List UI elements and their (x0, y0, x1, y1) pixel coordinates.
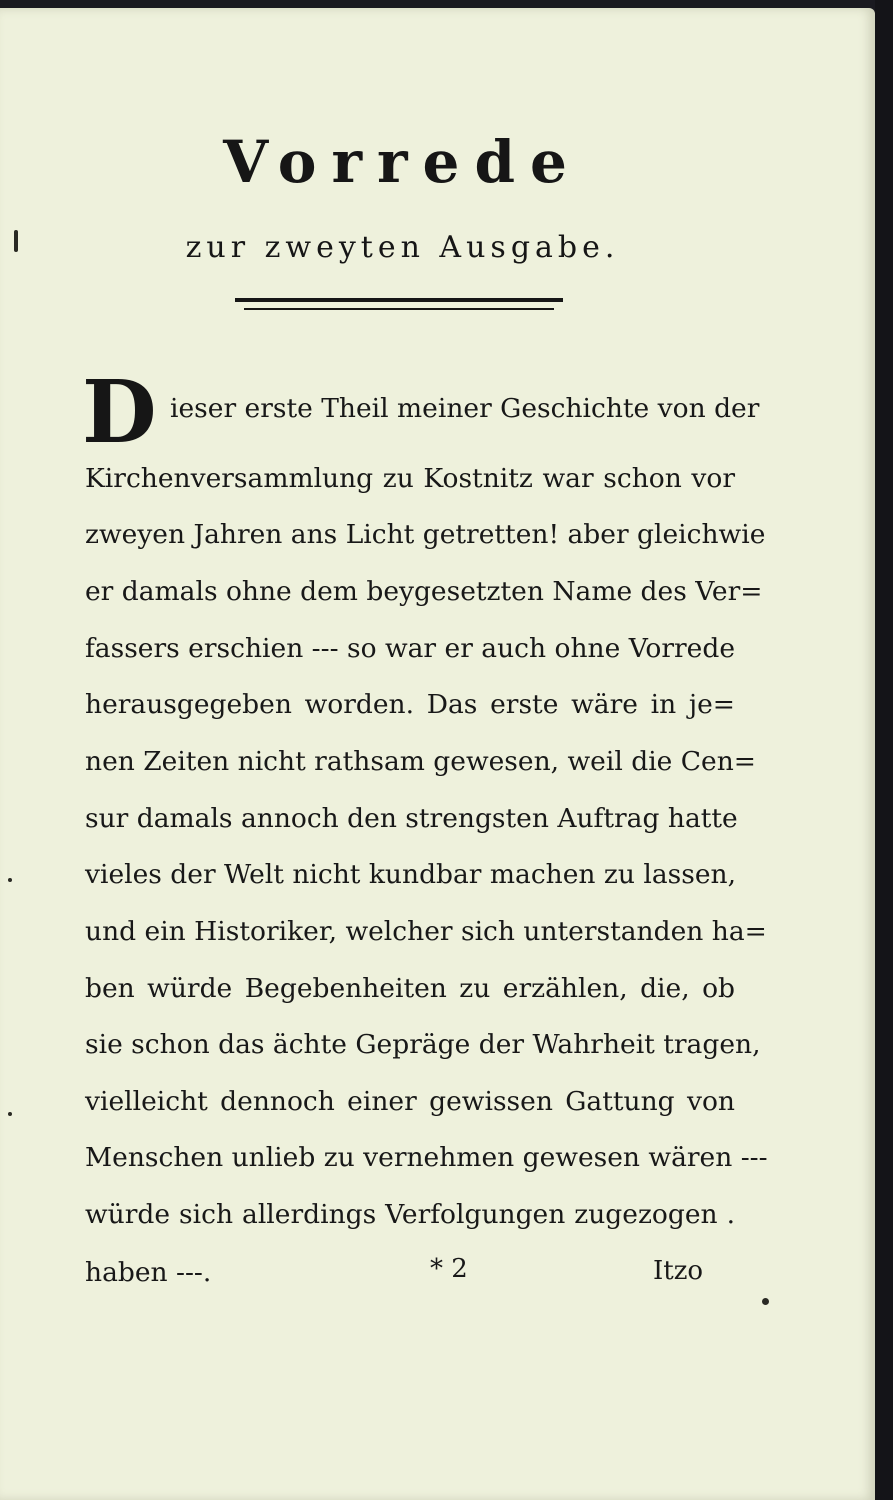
text-line: und ein Historiker, welcher sich unterstanden ha= (85, 916, 767, 947)
text-line: fassers erschien --- so war er auch ohne Vorrede (85, 633, 736, 664)
text-line: Kirchenversammlung zu Kostnitz war schon vor (85, 463, 735, 494)
page-title: Vorrede (223, 128, 582, 196)
margin-speck (14, 230, 18, 252)
text-line: haben ---. (85, 1257, 212, 1288)
text-line: ieser erste Theil meiner Geschichte von der (170, 393, 760, 424)
title-rule-thin (244, 308, 554, 310)
text-line: sur damals annoch den strengsten Auftrag hatte (85, 803, 738, 834)
text-line: ben würde Begebenheiten zu erzählen, die, ob (85, 973, 735, 1004)
margin-speck (762, 1298, 769, 1305)
text-line: herausgegeben worden. Das erste wäre in je= (85, 689, 735, 720)
signature-mark: * 2 (430, 1254, 468, 1284)
margin-speck (8, 878, 12, 882)
page-edge-shadow (875, 0, 893, 1500)
text-line: vieles der Welt nicht kundbar machen zu lassen, (85, 859, 736, 890)
text-line: Menschen unlieb zu vernehmen gewesen wären --- (85, 1142, 768, 1173)
text-line: zweyen Jahren ans Licht getretten! aber gleichwie (85, 519, 766, 550)
text-line: würde sich allerdings Verfolgungen zugezogen . (85, 1199, 735, 1230)
text-line: er damals ohne dem beygesetzten Name des Ver= (85, 576, 763, 607)
text-line: nen Zeiten nicht rathsam gewesen, weil die Cen= (85, 746, 757, 777)
margin-speck (8, 1112, 12, 1116)
drop-capital: D (82, 362, 157, 463)
page-subtitle: zur zweyten Ausgabe. (185, 230, 620, 265)
title-rule-thick (235, 298, 563, 302)
text-line: vielleicht dennoch einer gewissen Gattung von (85, 1086, 735, 1117)
catchword: Itzo (653, 1256, 704, 1286)
text-line: sie schon das ächte Gepräge der Wahrheit tragen, (85, 1029, 761, 1060)
